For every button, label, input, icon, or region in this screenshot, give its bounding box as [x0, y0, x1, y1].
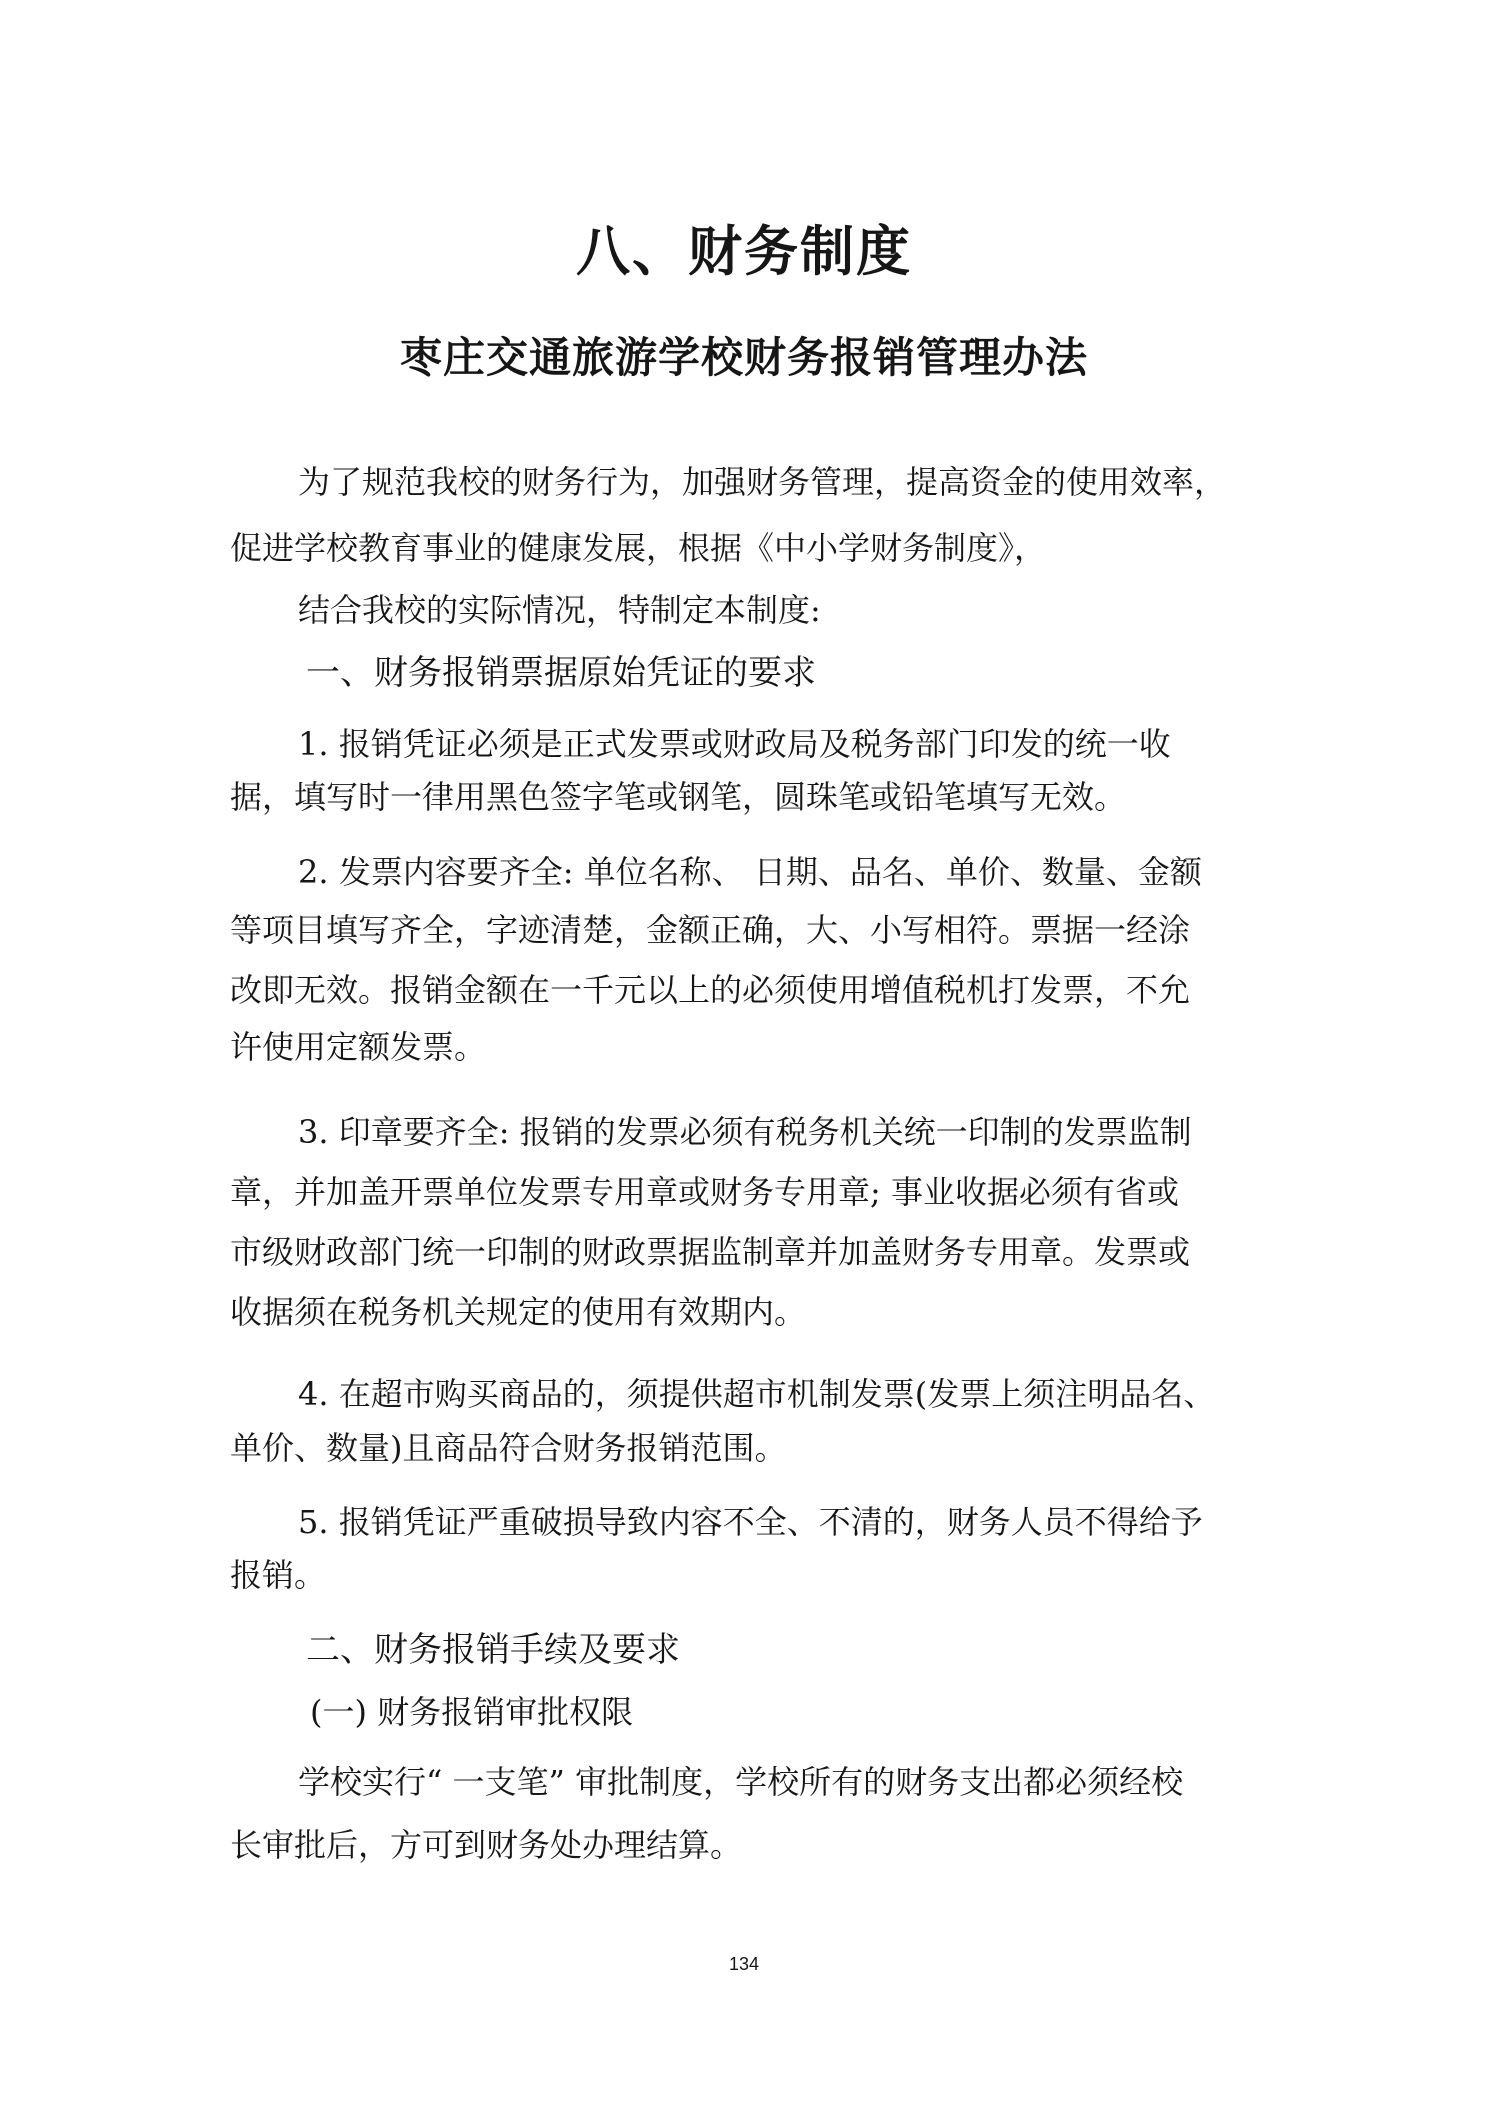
- item-3-line-1: 3. 印章要齐全: 报销的发票必须有税务机关统一印制的发票监制: [298, 1113, 1192, 1151]
- item-2-line-4: 许使用定额发票。: [230, 1028, 487, 1066]
- item-1-line-2: 据，填写时一律用黑色签字笔或钢笔，圆珠笔或铅笔填写无效。: [230, 778, 1127, 816]
- intro-line-1: 为了规范我校的财务行为，加强财务管理，提高资金的使用效率，: [298, 463, 1227, 501]
- page-title: 八、财务制度: [576, 219, 912, 283]
- item-2-line-2: 等项目填写齐全，字迹清楚，金额正确，大、小写相符。票据一经涂: [230, 911, 1191, 949]
- item-5-line-1: 5. 报销凭证严重破损导致内容不全、不清的，财务人员不得给予: [298, 1503, 1203, 1541]
- item-1-line-1: 1. 报销凭证必须是正式发票或财政局及税务部门印发的统一收: [298, 725, 1171, 763]
- intro-line-3: 结合我校的实际情况，特制定本制度:: [298, 591, 821, 629]
- item-5-line-2: 报销。: [230, 1556, 327, 1594]
- item-3-line-2: 章，并加盖开票单位发票专用章或财务专用章; 事业收据必须有省或: [230, 1173, 1179, 1211]
- item-3-line-3: 市级财政部门统一印制的财政票据监制章并加盖财务专用章。发票或: [230, 1233, 1191, 1271]
- approval-line-2: 长审批后，方可到财务处办理结算。: [230, 1826, 743, 1864]
- item-4-line-1: 4. 在超市购买商品的，须提供超市机制发票(发票上须注明品名、: [298, 1375, 1216, 1413]
- item-2-line-3: 改即无效。报销金额在一千元以上的必须使用增值税机打发票，不允: [230, 971, 1191, 1009]
- section-2-subheading: (一) 财务报销审批权限: [310, 1693, 634, 1731]
- document-subtitle: 枣庄交通旅游学校财务报销管理办法: [399, 333, 1088, 382]
- page-number: 134: [728, 1954, 760, 1974]
- section-2-heading: 二、财务报销手续及要求: [306, 1630, 680, 1670]
- item-3-line-4: 收据须在税务机关规定的使用有效期内。: [230, 1293, 807, 1331]
- item-2-line-1: 2. 发票内容要齐全: 单位名称、 日期、品名、单价、数量、金额: [298, 853, 1202, 891]
- intro-line-2: 促进学校教育事业的健康发展，根据《中小学财务制度》，: [230, 529, 1047, 567]
- approval-line-1: 学校实行“ 一支笔” 审批制度，学校所有的财务支出都必须经校: [298, 1763, 1184, 1801]
- item-4-line-2: 单价、数量)且商品符合财务报销范围。: [230, 1429, 787, 1467]
- section-1-heading: 一、财务报销票据原始凭证的要求: [306, 653, 816, 693]
